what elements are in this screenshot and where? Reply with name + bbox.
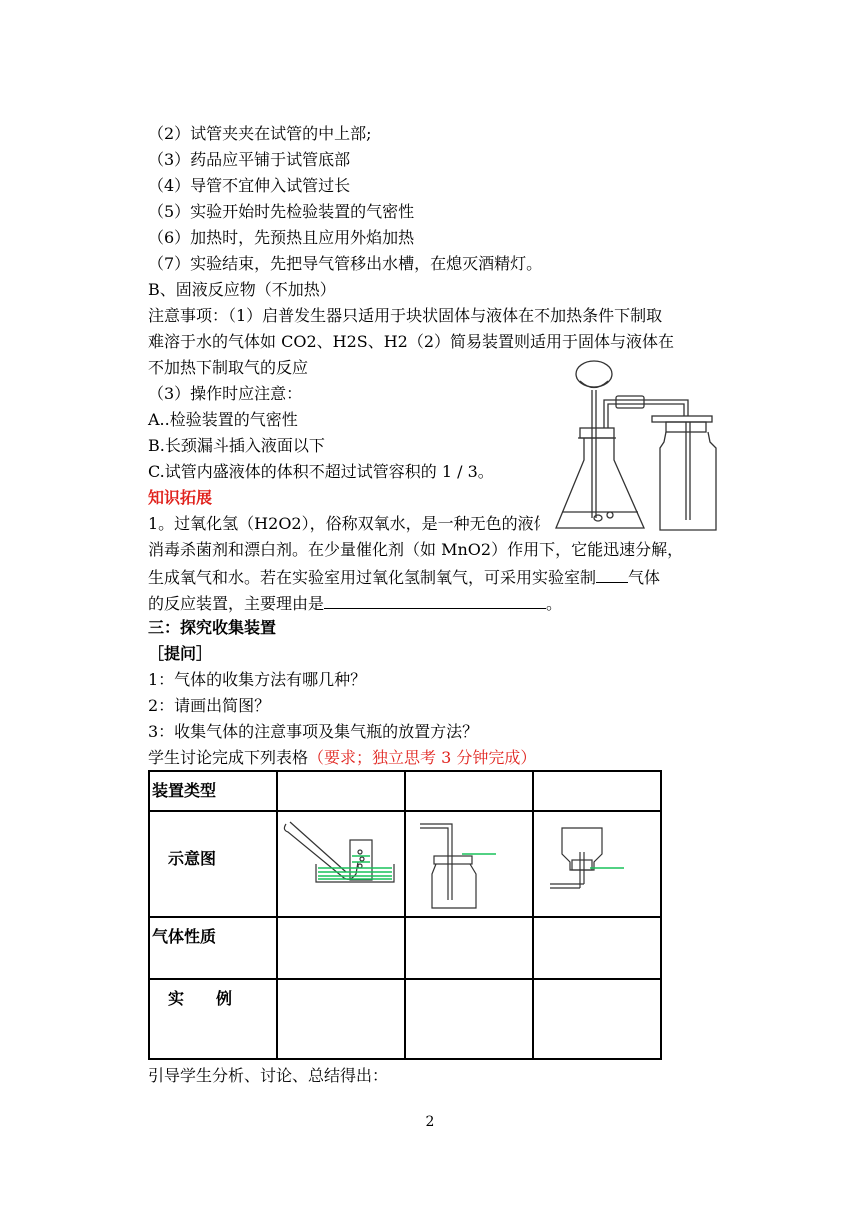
knowledge-line	[148, 592, 562, 614]
table-cell	[149, 771, 277, 811]
table-row	[149, 979, 661, 1059]
table-cell	[149, 979, 277, 1059]
table-intro-requirement: （要求；独立思考 3 分钟完成）	[308, 748, 537, 767]
table-cell[interactable]	[277, 979, 405, 1059]
row-label-device-type: 装置类型	[152, 781, 217, 800]
question: 3：收集气体的注意事项及集气瓶的放置方法？	[148, 722, 479, 741]
footer-text: 引导学生分析、讨论、总结得出：	[148, 1066, 389, 1085]
water-displacement-diagram	[278, 812, 402, 912]
knowledge-line: 1。过氧化氢（H2O2），俗称双氧水，是一种无色的液体，常用作	[148, 514, 614, 533]
fill-blank[interactable]	[324, 592, 546, 609]
table-row	[149, 771, 661, 811]
table-cell[interactable]	[277, 917, 405, 979]
page-number: 2	[425, 1114, 435, 1130]
table-intro-text: 学生讨论完成下列表格	[148, 748, 309, 767]
row-label-diagram: 示意图	[168, 849, 217, 868]
table-cell[interactable]	[405, 771, 533, 811]
knowledge-line4-end: 。	[546, 594, 563, 613]
knowledge-line4-text: 的反应装置，主要理由是	[148, 594, 325, 613]
table-cell	[149, 811, 277, 917]
table-cell[interactable]	[533, 979, 661, 1059]
fill-blank[interactable]	[596, 566, 628, 583]
note-line: （2）试管夹夹在试管的中上部;	[148, 124, 372, 143]
note-line: （3）药品应平铺于试管底部	[148, 150, 351, 169]
knowledge-line: 消毒杀菌剂和漂白剂。在少量催化剂（如 MnO2）作用下，它能迅速分解，	[148, 540, 684, 559]
knowledge-line3-text: 生成氧气和水。若在实验室用过氧化氢制氧气，可采用实验室制	[148, 568, 597, 587]
section-b-note: B.长颈漏斗插入液面以下	[148, 436, 325, 455]
note-line: （5）实验开始时先检验装置的气密性	[148, 202, 415, 221]
note-line: （4）导管不宜伸入试管过长	[148, 176, 351, 195]
table-cell[interactable]	[405, 917, 533, 979]
section-b-title: B、固液反应物（不加热）	[148, 280, 336, 299]
table-cell[interactable]	[533, 917, 661, 979]
question: 1：气体的收集方法有哪几种？	[148, 670, 367, 689]
downward-air-displacement-diagram	[534, 812, 658, 912]
collection-apparatus-table	[148, 770, 662, 1060]
note-line: （6）加热时，先预热且应用外焰加热	[148, 228, 415, 247]
section-b-note: 注意事项：（1）启普发生器只适用于块状固体与液体在不加热条件下制取	[148, 306, 663, 325]
table-cell	[149, 917, 277, 979]
table-intro	[148, 748, 536, 768]
table-cell	[533, 811, 661, 917]
table-cell	[277, 811, 405, 917]
section-b-note: 难溶于水的气体如 CO2、H2S、H2（2）简易装置则适用于固体与液体在	[148, 332, 675, 351]
table-row	[149, 917, 661, 979]
table-cell[interactable]	[277, 771, 405, 811]
knowledge-heading: 知识拓展	[148, 488, 213, 507]
gas-generator-apparatus-figure	[540, 350, 730, 540]
section-b-note: （3）操作时应注意：	[148, 384, 303, 403]
section-b-note: 不加热下制取气的反应	[148, 358, 309, 377]
row-label-gas-property: 气体性质	[152, 927, 217, 946]
table-row	[149, 811, 661, 917]
knowledge-line	[148, 566, 660, 588]
upward-air-displacement-diagram	[406, 812, 530, 912]
row-label-example: 实 例	[168, 989, 233, 1008]
question: 2：请画出简图？	[148, 696, 271, 715]
table-cell	[405, 811, 533, 917]
knowledge-line3-end: 气体	[628, 568, 661, 587]
section3-ask: ［提问］	[148, 644, 213, 663]
note-line: （7）实验结束，先把导气管移出水槽，在熄灭酒精灯。	[148, 254, 543, 273]
table-cell[interactable]	[533, 771, 661, 811]
table-cell[interactable]	[405, 979, 533, 1059]
section-b-note: C.试管内盛液体的体积不超过试管容积的 1 / 3。	[148, 462, 494, 481]
section3-heading: 三：探究收集装置	[148, 618, 277, 637]
section-b-note: A..检验装置的气密性	[148, 410, 298, 429]
